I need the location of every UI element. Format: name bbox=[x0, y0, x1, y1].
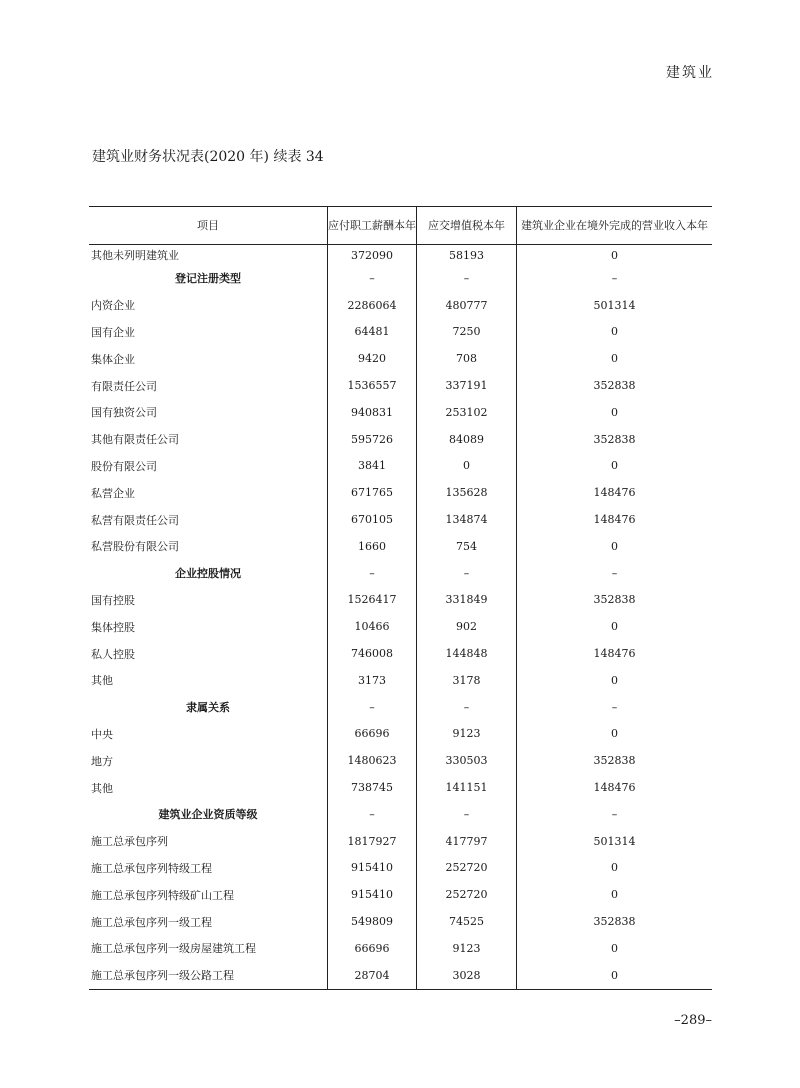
cell-vat-payable: 84089 bbox=[417, 426, 517, 453]
row-label: 施工总承包序列一级工程 bbox=[91, 915, 212, 929]
cell-overseas-revenue: 0 bbox=[611, 727, 618, 741]
row-label: 私人控股 bbox=[91, 647, 135, 661]
table-row bbox=[89, 319, 712, 346]
cell-overseas-revenue: 0 bbox=[611, 459, 618, 473]
cell-payable-wages: 1480623 bbox=[328, 747, 417, 774]
cell-overseas-revenue: 0 bbox=[611, 888, 618, 902]
page-number: –289– bbox=[674, 1013, 712, 1028]
cell-payable-wages: 3173 bbox=[328, 667, 417, 694]
row-label: 股份有限公司 bbox=[91, 459, 157, 473]
cell-payable-wages: 66696 bbox=[328, 935, 417, 962]
table-section-row bbox=[89, 694, 712, 721]
table-title: 建筑业财务状况表(2020 年) 续表 34 bbox=[92, 149, 324, 165]
cell-payable-wages: 66696 bbox=[328, 721, 417, 748]
financial-table bbox=[89, 206, 712, 990]
table-body bbox=[89, 245, 712, 990]
cell-overseas-revenue: 0 bbox=[611, 352, 618, 366]
cell-payable-wages: – bbox=[328, 694, 417, 721]
table-row bbox=[89, 245, 712, 266]
row-label: 施工总承包序列特级工程 bbox=[91, 861, 212, 875]
table-row bbox=[89, 881, 712, 908]
row-label: 私营有限责任公司 bbox=[91, 513, 179, 527]
table-section-row bbox=[89, 801, 712, 828]
cell-payable-wages: 738745 bbox=[328, 774, 417, 801]
cell-overseas-revenue: 0 bbox=[611, 539, 618, 553]
cell-payable-wages: 28704 bbox=[328, 962, 417, 989]
cell-vat-payable: 58193 bbox=[417, 245, 517, 266]
cell-payable-wages: 746008 bbox=[328, 640, 417, 667]
table-row bbox=[89, 828, 712, 855]
row-label: 其他未列明建筑业 bbox=[91, 249, 179, 262]
row-label: 有限责任公司 bbox=[91, 379, 157, 393]
table-row bbox=[89, 908, 712, 935]
table-row bbox=[89, 372, 712, 399]
cell-vat-payable: 9123 bbox=[417, 721, 517, 748]
cell-payable-wages: 671765 bbox=[328, 479, 417, 506]
cell-overseas-revenue: 0 bbox=[611, 620, 618, 634]
col-header-vat-payable: 应交增值税本年 bbox=[417, 207, 517, 245]
cell-overseas-revenue: 0 bbox=[611, 325, 618, 339]
table-row bbox=[89, 292, 712, 319]
cell-payable-wages: 1817927 bbox=[328, 828, 417, 855]
cell-vat-payable: 331849 bbox=[417, 587, 517, 614]
cell-overseas-revenue: 501314 bbox=[593, 834, 636, 848]
table-row bbox=[89, 613, 712, 640]
table-row bbox=[89, 399, 712, 426]
cell-vat-payable: 252720 bbox=[417, 881, 517, 908]
row-label: 其他 bbox=[91, 781, 113, 795]
row-label: 中央 bbox=[91, 727, 113, 741]
cell-vat-payable: 902 bbox=[417, 613, 517, 640]
cell-vat-payable: – bbox=[417, 265, 517, 292]
cell-overseas-revenue: 148476 bbox=[593, 647, 636, 661]
cell-overseas-revenue: 0 bbox=[611, 861, 618, 875]
row-label: 施工总承包序列 bbox=[91, 835, 168, 849]
cell-payable-wages: – bbox=[328, 801, 417, 828]
table-row bbox=[89, 506, 712, 533]
row-label: 建筑业企业资质等级 bbox=[158, 808, 258, 822]
row-label: 私营企业 bbox=[91, 486, 135, 500]
col-header-item: 项目 bbox=[89, 207, 328, 245]
running-header: 建筑业 bbox=[666, 65, 714, 81]
financial-table-container bbox=[89, 206, 712, 990]
cell-vat-payable: 0 bbox=[417, 453, 517, 480]
cell-vat-payable: 135628 bbox=[417, 479, 517, 506]
cell-payable-wages: 940831 bbox=[328, 399, 417, 426]
cell-payable-wages: 915410 bbox=[328, 855, 417, 882]
cell-payable-wages: – bbox=[328, 560, 417, 587]
cell-payable-wages: 670105 bbox=[328, 506, 417, 533]
cell-overseas-revenue: 0 bbox=[611, 405, 618, 419]
table-row bbox=[89, 587, 712, 614]
cell-overseas-revenue: 0 bbox=[611, 941, 618, 955]
cell-payable-wages: 64481 bbox=[328, 319, 417, 346]
cell-overseas-revenue: – bbox=[611, 566, 618, 580]
table-row bbox=[89, 747, 712, 774]
table-row bbox=[89, 640, 712, 667]
cell-payable-wages: 2286064 bbox=[328, 292, 417, 319]
row-label: 国有独资公司 bbox=[91, 406, 157, 420]
row-label: 国有控股 bbox=[91, 593, 135, 607]
cell-payable-wages: 9420 bbox=[328, 345, 417, 372]
table-row bbox=[89, 533, 712, 560]
cell-vat-payable: 708 bbox=[417, 345, 517, 372]
table-row bbox=[89, 345, 712, 372]
cell-overseas-revenue: 148476 bbox=[593, 513, 636, 527]
cell-overseas-revenue: – bbox=[611, 700, 618, 714]
cell-vat-payable: 417797 bbox=[417, 828, 517, 855]
cell-vat-payable: 253102 bbox=[417, 399, 517, 426]
row-label: 其他有限责任公司 bbox=[91, 433, 179, 447]
col-header-payable-wages: 应付职工薪酬本年 bbox=[328, 207, 417, 245]
table-row bbox=[89, 855, 712, 882]
cell-payable-wages: 595726 bbox=[328, 426, 417, 453]
cell-payable-wages: 372090 bbox=[328, 245, 417, 266]
row-label: 集体企业 bbox=[91, 352, 135, 366]
row-label: 施工总承包序列一级公路工程 bbox=[91, 969, 234, 983]
cell-overseas-revenue: 0 bbox=[611, 248, 618, 262]
cell-vat-payable: 144848 bbox=[417, 640, 517, 667]
table-row bbox=[89, 453, 712, 480]
cell-payable-wages: 1526417 bbox=[328, 587, 417, 614]
cell-vat-payable: 74525 bbox=[417, 908, 517, 935]
cell-payable-wages: 3841 bbox=[328, 453, 417, 480]
row-label: 施工总承包序列一级房屋建筑工程 bbox=[91, 942, 256, 956]
cell-payable-wages: 549809 bbox=[328, 908, 417, 935]
cell-vat-payable: 134874 bbox=[417, 506, 517, 533]
cell-vat-payable: 754 bbox=[417, 533, 517, 560]
cell-vat-payable: – bbox=[417, 801, 517, 828]
table-row bbox=[89, 721, 712, 748]
cell-payable-wages: 915410 bbox=[328, 881, 417, 908]
row-label: 其他 bbox=[91, 674, 113, 688]
cell-vat-payable: – bbox=[417, 694, 517, 721]
row-label: 集体控股 bbox=[91, 620, 135, 634]
table-row bbox=[89, 667, 712, 694]
cell-overseas-revenue: 148476 bbox=[593, 781, 636, 795]
row-label: 登记注册类型 bbox=[175, 272, 241, 286]
cell-payable-wages: 1536557 bbox=[328, 372, 417, 399]
cell-vat-payable: 7250 bbox=[417, 319, 517, 346]
cell-vat-payable: 337191 bbox=[417, 372, 517, 399]
table-row bbox=[89, 774, 712, 801]
row-label: 地方 bbox=[91, 754, 113, 768]
row-label: 施工总承包序列特级矿山工程 bbox=[91, 888, 234, 902]
cell-vat-payable: – bbox=[417, 560, 517, 587]
col-header-overseas-revenue: 建筑业企业在境外完成的营业收入本年 bbox=[517, 207, 713, 245]
row-label: 企业控股情况 bbox=[175, 567, 241, 581]
table-section-row bbox=[89, 560, 712, 587]
table-row bbox=[89, 479, 712, 506]
cell-overseas-revenue: 352838 bbox=[593, 379, 636, 393]
cell-vat-payable: 252720 bbox=[417, 855, 517, 882]
cell-overseas-revenue: 501314 bbox=[593, 298, 636, 312]
cell-overseas-revenue: 148476 bbox=[593, 486, 636, 500]
cell-payable-wages: 1660 bbox=[328, 533, 417, 560]
cell-vat-payable: 480777 bbox=[417, 292, 517, 319]
cell-payable-wages: 10466 bbox=[328, 613, 417, 640]
cell-overseas-revenue: 352838 bbox=[593, 754, 636, 768]
row-label: 私营股份有限公司 bbox=[91, 540, 179, 554]
cell-vat-payable: 3178 bbox=[417, 667, 517, 694]
cell-vat-payable: 3028 bbox=[417, 962, 517, 989]
cell-overseas-revenue: 0 bbox=[611, 673, 618, 687]
row-label: 隶属关系 bbox=[186, 701, 230, 715]
row-label: 内资企业 bbox=[91, 299, 135, 313]
cell-overseas-revenue: 352838 bbox=[593, 915, 636, 929]
cell-overseas-revenue: 0 bbox=[611, 968, 618, 982]
table-row bbox=[89, 935, 712, 962]
cell-overseas-revenue: 352838 bbox=[593, 593, 636, 607]
table-header-row bbox=[89, 207, 712, 245]
table-row bbox=[89, 426, 712, 453]
cell-vat-payable: 141151 bbox=[417, 774, 517, 801]
cell-payable-wages: – bbox=[328, 265, 417, 292]
row-label: 国有企业 bbox=[91, 325, 135, 339]
table-row bbox=[89, 962, 712, 989]
cell-overseas-revenue: – bbox=[611, 807, 618, 821]
cell-overseas-revenue: – bbox=[611, 271, 618, 285]
cell-vat-payable: 9123 bbox=[417, 935, 517, 962]
cell-vat-payable: 330503 bbox=[417, 747, 517, 774]
cell-overseas-revenue: 352838 bbox=[593, 432, 636, 446]
table-section-row bbox=[89, 265, 712, 292]
